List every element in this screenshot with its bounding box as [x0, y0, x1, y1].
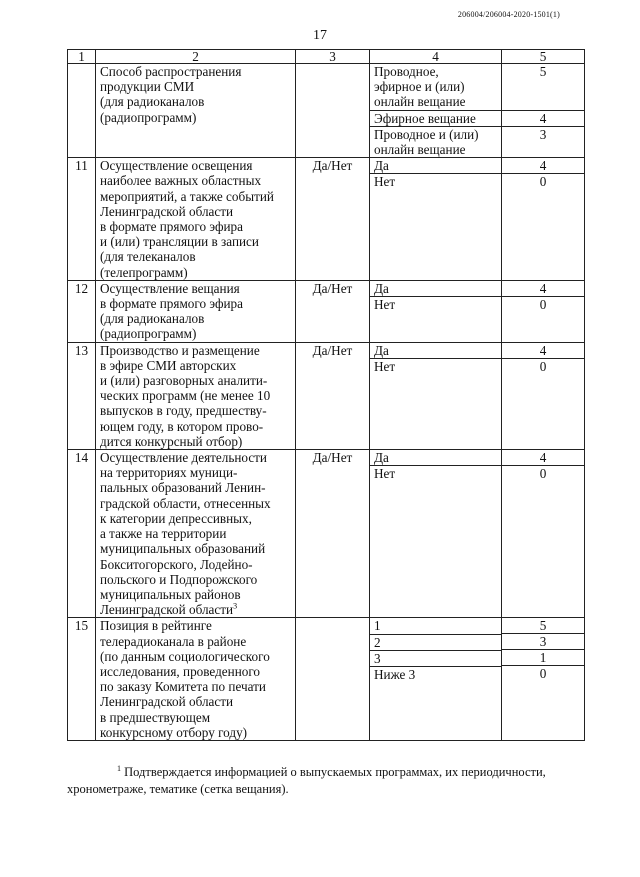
answer-format: Да/Нет: [296, 450, 370, 618]
option-score: 3: [502, 633, 584, 649]
option-score: 4: [539, 280, 547, 296]
footnote-ref: 3: [233, 601, 238, 611]
footnote-mark: 1: [117, 763, 121, 773]
option-score: 0: [502, 173, 584, 189]
option-score: 1: [502, 649, 584, 665]
criterion-cell: [96, 158, 296, 281]
options-cell: [370, 280, 502, 342]
option-label: Да: [374, 342, 389, 358]
scores-cell: [502, 158, 585, 281]
criterion-text: Осуществление вещания в формате прямого эфира (для радиоканалов (радиопрограмм): [100, 280, 243, 342]
table-row: [68, 64, 585, 158]
scores-cell: [502, 450, 585, 618]
option-score: 3: [502, 126, 584, 157]
criterion-text: Осуществление освещения наиболее важных областных мероприятий, а также событий Ленинградской области в формате прямого эфира и (или) трансляции в записи (для телеканалов (телепрограмм): [100, 158, 274, 280]
option-score: 4: [539, 342, 547, 358]
header-cell-1: 1: [68, 50, 96, 64]
option-score: 0: [502, 296, 584, 312]
answer-format: Да/Нет: [296, 280, 370, 342]
criterion-text: Позиция в рейтинге телерадиоканала в районе (по данным социологического исследования, проведенного по заказу Комитета по печати Ленинградской области в предшествующем конкурсному отбору году): [100, 618, 270, 740]
option-score: 0: [502, 358, 584, 374]
option-score: 0: [502, 665, 584, 681]
answer-format: [296, 64, 370, 158]
criterion-cell: [96, 618, 296, 741]
option-score: 4: [539, 158, 547, 174]
options-cell: [370, 342, 502, 449]
row-number: 13: [68, 342, 96, 449]
criterion-text: Осуществление деятельности на территориях муници- пальных образований Ленин- градской области, отнесенных к категории депрессивных, а также на территории муниципальных образований Бокситогорского, Лодейно- польского и Подпорожского муниципальных районов Ленинградской области: [100, 450, 271, 618]
document-id: 206004/206004-2020-1501(1): [457, 10, 560, 19]
option-label: Нет: [370, 173, 501, 189]
answer-format: [296, 618, 370, 741]
page-number: 17: [313, 28, 327, 43]
footnote: [67, 764, 577, 798]
option-score: 5: [539, 64, 547, 79]
option-label: Нет: [370, 358, 501, 374]
scores-cell: [502, 64, 585, 158]
option-score: 4: [502, 110, 584, 126]
header-cell-5: 5: [502, 50, 585, 64]
option-score: 0: [502, 465, 584, 481]
option-label: 1: [374, 618, 381, 634]
option-label: Да: [374, 280, 389, 296]
option-label: Нет: [370, 465, 501, 481]
footnote-text: Подтверждается информацией о выпускаемых программах, их периодичности, хронометраже, тематике (сетка вещания).: [67, 765, 546, 796]
options-cell: [370, 618, 502, 741]
criteria-table: [67, 49, 585, 741]
table-row: [68, 342, 585, 449]
row-number: 14: [68, 450, 96, 618]
row-number: 15: [68, 618, 96, 741]
answer-format: Да/Нет: [296, 158, 370, 281]
scores-cell: [502, 618, 585, 741]
header-cell-4: 4: [370, 50, 502, 64]
table-row: [68, 450, 585, 618]
option-label: 3: [370, 650, 501, 666]
option-score: 4: [539, 450, 547, 466]
criterion-cell: [96, 64, 296, 158]
criterion-cell: [96, 450, 296, 618]
option-score: 5: [539, 618, 547, 634]
criterion-text: Способ распространения продукции СМИ (для радиоканалов (радиопрограмм): [100, 64, 242, 125]
header-row: [68, 50, 585, 64]
row-number: 11: [68, 158, 96, 281]
options-cell: [370, 450, 502, 618]
criterion-cell: [96, 342, 296, 449]
criterion-text: Производство и размещение в эфире СМИ авторских и (или) разговорных аналити- ческих программ (не менее 10 выпусков в году, предшеству- ющем году, в котором прово- дится конкурсный отбор): [100, 342, 271, 449]
row-number: [68, 64, 96, 158]
option-label: Да: [374, 158, 389, 174]
row-number: 12: [68, 280, 96, 342]
option-label: Ниже 3: [370, 666, 501, 682]
options-cell: [370, 64, 502, 158]
option-label: 2: [370, 634, 501, 650]
table-row: [68, 618, 585, 741]
scores-cell: [502, 280, 585, 342]
options-cell: [370, 158, 502, 281]
option-label: Проводное и (или) онлайн вещание: [370, 126, 501, 157]
option-label: Проводное, эфирное и (или) онлайн вещание: [374, 64, 466, 110]
option-label: Да: [374, 450, 389, 466]
option-label: Эфирное вещание: [370, 110, 501, 126]
option-label: Нет: [370, 296, 501, 312]
scores-cell: [502, 342, 585, 449]
answer-format: Да/Нет: [296, 342, 370, 449]
criterion-cell: [96, 280, 296, 342]
header-cell-2: 2: [96, 50, 296, 64]
header-cell-3: 3: [296, 50, 370, 64]
table-row: [68, 280, 585, 342]
table-row: [68, 158, 585, 281]
